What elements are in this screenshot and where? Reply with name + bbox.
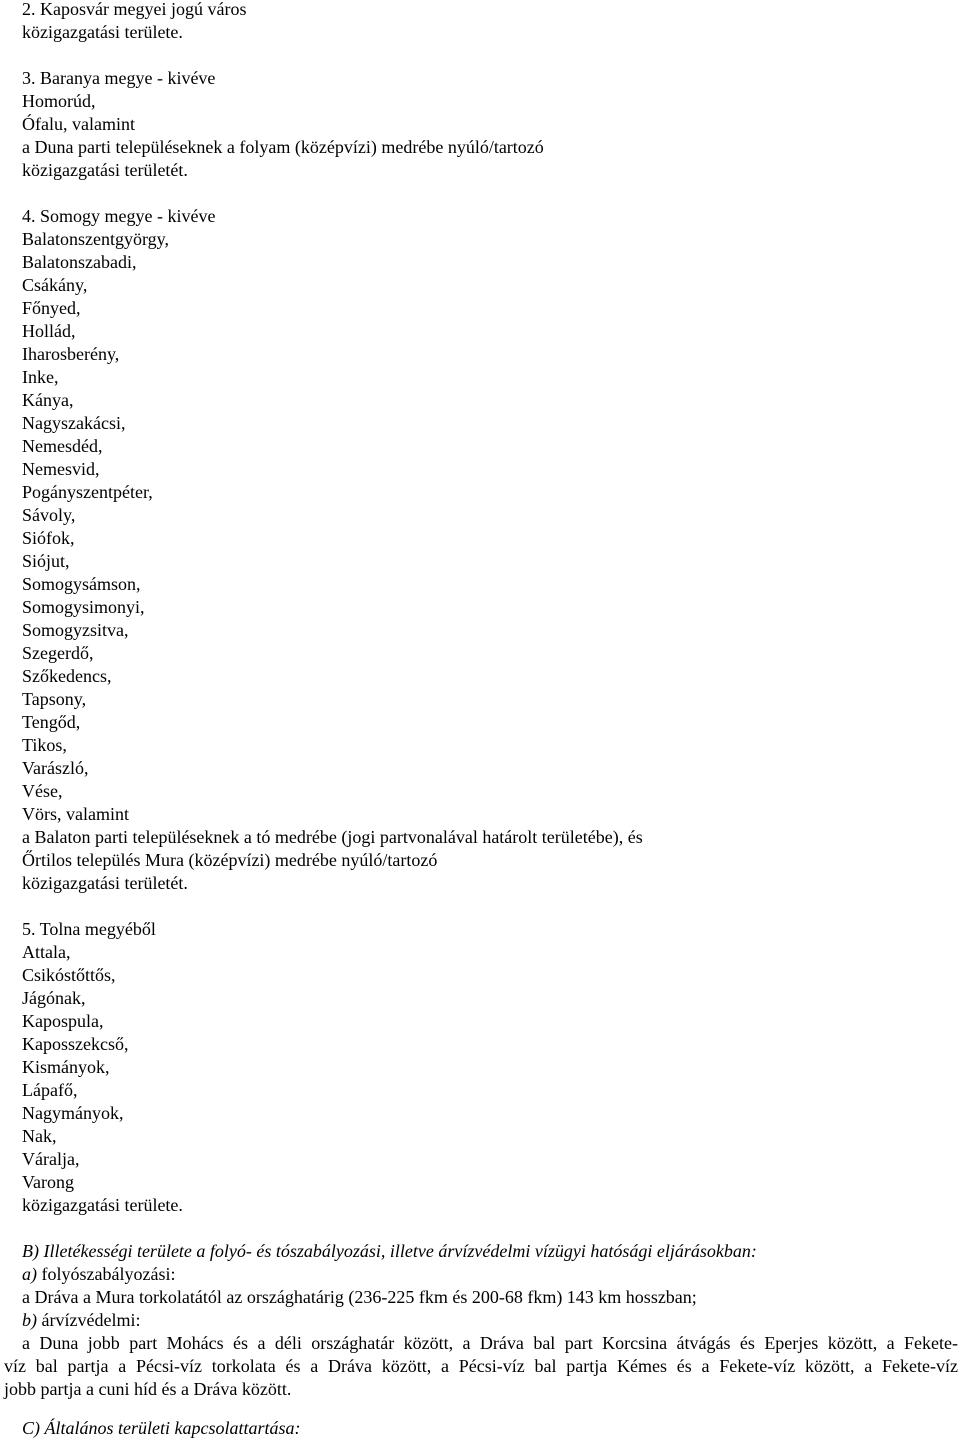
- section-3-line-3: Ófalu, valamint: [22, 114, 135, 134]
- section-4-line: Hollád,: [22, 321, 76, 341]
- section-4-line: Szőkedencs,: [22, 666, 112, 686]
- section-4-line: Nagyszakácsi,: [22, 413, 126, 433]
- section-5-line: Jágónak,: [22, 988, 86, 1008]
- section-5-line: Csikóstőttős,: [22, 965, 116, 985]
- section-b-item-b-para-line-3: jobb partja a cuni híd és a Dráva között.: [4, 1379, 292, 1399]
- section-b-item-b-para-line-1: a Duna jobb part Mohács és a déli országhatár között, a Dráva bal part Korcsina átvágás és Eperjes között, a Fekete-: [22, 1333, 958, 1353]
- section-5-line: Nak,: [22, 1126, 57, 1146]
- section-3-line-4: a Duna parti településeknek a folyam (középvízi) medrébe nyúló/tartozó: [22, 137, 544, 157]
- section-5-line: Lápafő,: [22, 1080, 78, 1100]
- section-5-line: Kapospula,: [22, 1011, 104, 1031]
- section-4-line: Sávoly,: [22, 505, 76, 525]
- section-5-line: 5. Tolna megyéből: [22, 919, 156, 939]
- section-5-line: Váralja,: [22, 1149, 80, 1169]
- section-4-line: Tikos,: [22, 735, 67, 755]
- item-b-label: b): [22, 1310, 37, 1330]
- section-4-line: a Balaton parti településeknek a tó medrébe (jogi partvonalával határolt területébe), és: [22, 827, 643, 847]
- section-4-line: Csákány,: [22, 275, 88, 295]
- section-4-line: Nemesdéd,: [22, 436, 103, 456]
- section-5-line: Attala,: [22, 942, 71, 962]
- section-4-line: Iharosberény,: [22, 344, 120, 364]
- section-4-line: Őrtilos település Mura (középvízi) medrébe nyúló/tartozó: [22, 850, 438, 870]
- section-5-line: Kaposszekcső,: [22, 1034, 129, 1054]
- section-5-line: Nagymányok,: [22, 1103, 124, 1123]
- section-4-line: Főnyed,: [22, 298, 81, 318]
- section-b-item-b-para-line-2: víz bal partja a Pécsi-víz torkolata és a Dráva között, a Pécsi-víz bal partja Kémes és a Fekete-víz között, a Fekete-víz: [4, 1356, 958, 1376]
- section-4-line: Szegerdő,: [22, 643, 94, 663]
- section-3-line-1: 3. Baranya megye - kivéve: [22, 68, 216, 88]
- section-4-line: Tapsony,: [22, 689, 87, 709]
- section-4-line: Somogysámson,: [22, 574, 141, 594]
- section-4-line: Inke,: [22, 367, 59, 387]
- section-4-line: Balatonszabadi,: [22, 252, 137, 272]
- section-4-line: Tengőd,: [22, 712, 81, 732]
- section-2-line-1: 2. Kaposvár megyei jogú város: [22, 0, 247, 19]
- section-5-line: Kismányok,: [22, 1057, 110, 1077]
- section-4-line: Pogányszentpéter,: [22, 482, 153, 502]
- section-4-line: Somogyzsitva,: [22, 620, 129, 640]
- section-b-item-b: [22, 1309, 140, 1331]
- section-b-heading: B) Illetékességi területe a folyó- és tószabályozási, illetve árvízvédelmi vízügyi hatósági eljárásokban:: [22, 1241, 757, 1261]
- section-4-line: Vése,: [22, 781, 63, 801]
- section-3-line-2: Homorúd,: [22, 91, 96, 111]
- section-4-line: Vörs, valamint: [22, 804, 129, 824]
- section-5-line: Varong: [22, 1172, 74, 1192]
- item-a-text: folyószabályozási:: [37, 1264, 176, 1284]
- section-b-item-a: [22, 1263, 175, 1285]
- section-2-line-2: közigazgatási területe.: [22, 22, 183, 42]
- item-a-label: a): [22, 1264, 37, 1284]
- section-4-line: Balatonszentgyörgy,: [22, 229, 169, 249]
- section-b-item-a-detail: a Dráva a Mura torkolatától az országhatárig (236-225 fkm és 200-68 fkm) 143 km hosszban;: [22, 1287, 697, 1307]
- section-4-line: Somogysimonyi,: [22, 597, 145, 617]
- section-4-line: Nemesvid,: [22, 459, 100, 479]
- section-4-line: 4. Somogy megye - kivéve: [22, 206, 216, 226]
- section-3-line-5: közigazgatási területét.: [22, 160, 188, 180]
- section-4-line: Siójut,: [22, 551, 70, 571]
- section-4-line: Siófok,: [22, 528, 75, 548]
- section-4-line: közigazgatási területét.: [22, 873, 188, 893]
- section-5-line: közigazgatási területe.: [22, 1195, 183, 1215]
- section-4-line: Varászló,: [22, 758, 89, 778]
- item-b-text: árvízvédelmi:: [37, 1310, 141, 1330]
- section-4-line: Kánya,: [22, 390, 74, 410]
- section-c-heading: C) Általános területi kapcsolattartása:: [22, 1418, 301, 1438]
